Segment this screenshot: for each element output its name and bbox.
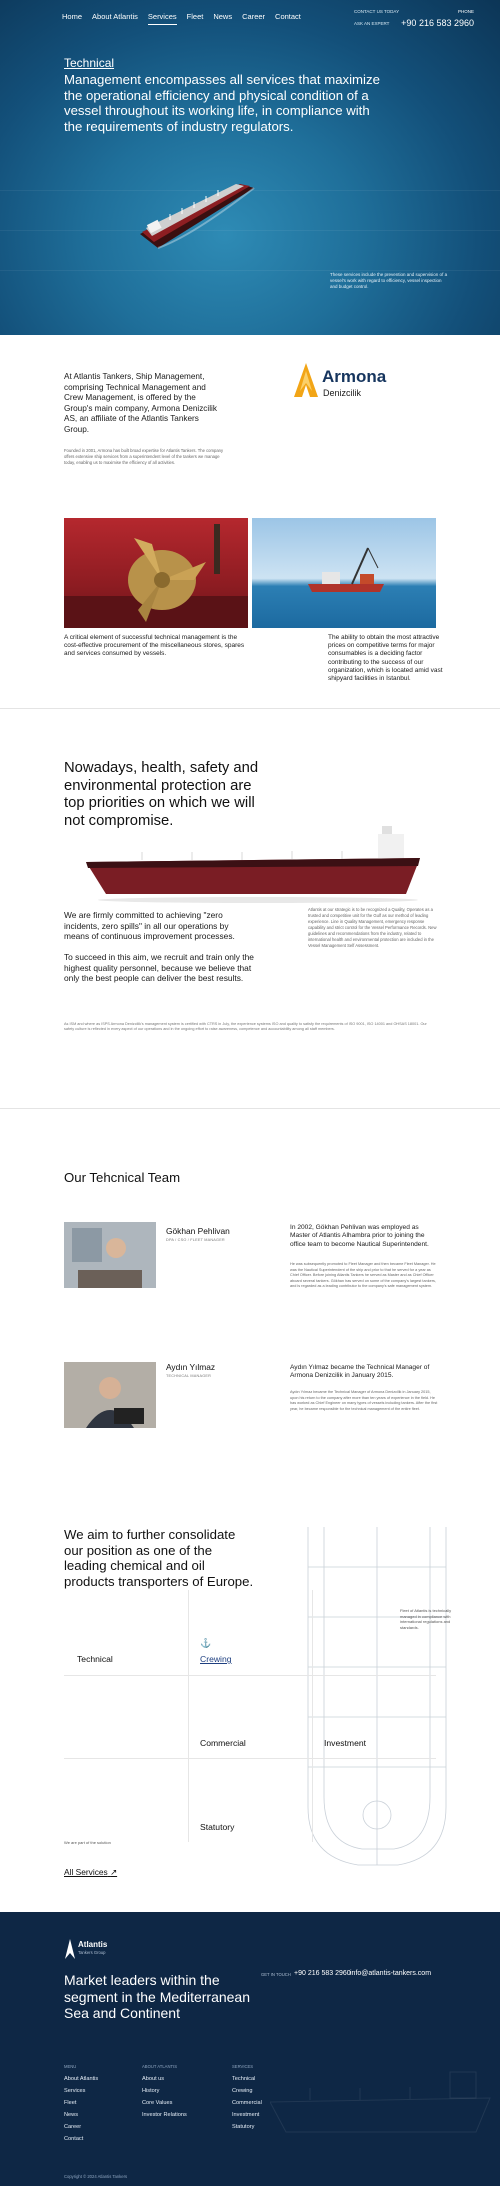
crew-icon: ⚓ (200, 1638, 212, 1648)
all-services-link[interactable] (64, 1867, 117, 1877)
footer-link[interactable]: Technical (232, 2076, 256, 2082)
safety-commitment: We are firmly committed to achieving "zero incidents, zero spills" in all our operations by means of continuous improvement processes. (64, 910, 235, 941)
footer-link[interactable]: Fleet (64, 2100, 77, 2106)
footer-contact-label: GET IN TOUCH (261, 1972, 291, 1977)
footer-link[interactable]: History (142, 2088, 160, 2094)
footer-link[interactable]: Career (64, 2124, 82, 2130)
member-role: DPA / CSO / FLEET MANAGER (166, 1238, 225, 1242)
atlantis-logo-icon (64, 1938, 76, 1960)
footer-col-head: SERVICES (232, 2064, 254, 2069)
footer-link[interactable]: Crewing (232, 2088, 253, 2094)
footer-link[interactable]: Statutory (232, 2124, 255, 2130)
propeller-photo (64, 518, 248, 628)
hero-kicker: Technical (64, 56, 115, 70)
footer-link[interactable]: About Atlantis (64, 2076, 99, 2082)
member-role: TECHNICAL MANAGER (166, 1374, 212, 1378)
service-crewing[interactable]: Crewing (200, 1654, 232, 1664)
ask-expert-link[interactable]: ASK AN EXPERT (354, 21, 390, 26)
service-statutory[interactable]: Statutory (200, 1822, 235, 1832)
hero-caption: These services include the prevention and supervision of a vessel's work with regard to efficiency, vessel inspection and budget control. (330, 272, 448, 289)
footer-logo-name: Atlantis (78, 1940, 108, 1949)
arrow-up-right-icon: ↗ (110, 1867, 118, 1877)
nav-about[interactable]: About Atlantis (92, 12, 138, 21)
member-name: Gökhan Pehlivan (166, 1226, 230, 1236)
grid-line (64, 1675, 436, 1676)
offshore-vessel-illustration (252, 518, 436, 628)
safety-heading: Nowadays, health, safety and environmental protection are top priorities on which we will not compromise. (64, 760, 259, 829)
safety-detail: Atlantis at our strategic is to be recognized a Quality, Operates as a trusted and competitive unit for the Gulf as our method of leading experience. Line in Quality Management, emergency response capability and strict control for the Vessel Performance Records. New guidelines and recommendations from the industry, related to international health and environmental protection are included in the Vessel Management Self Assessment. (308, 907, 437, 948)
footer-link[interactable]: Investor Relations (142, 2112, 187, 2118)
grid-line (64, 1758, 436, 1759)
hero-title-text: Management encompasses all services that maximize the operational efficiency and physical condition of a vessel throughout its working life, in compliance with the requirements of industry regulators. (64, 72, 380, 134)
grid-line (188, 1590, 189, 1842)
blueprint-note: Fleet of Atlantis is technically managed in compliance with international regulations and standards. (400, 1608, 452, 1630)
nav-career[interactable]: Career (242, 12, 266, 21)
hero-heading (64, 56, 384, 134)
footer (0, 1912, 500, 2186)
footer-phone[interactable]: +90 216 583 2960 (294, 1970, 351, 1977)
hero-section (0, 0, 500, 335)
services-tagline: We are part of the solution (64, 1840, 111, 1845)
armona-logo (292, 357, 402, 403)
service-technical[interactable]: Technical (77, 1654, 113, 1664)
pricing-caption: The ability to obtain the most attractive prices on competitive terms for major consumables is a deciding factor contributing to the success of our organization, which is located amid vast shipyard facilities in Istanbul. (328, 634, 443, 683)
safety-recruitment: To succeed in this aim, we recruit and train only the highest quality personnel, because we believe that only the best people can deliver the best results. (64, 952, 254, 983)
member-bio: He was subsequently promoted to Fleet Manager and then became Fleet Manager. He was the Nautical Superintendent of the ship and prior to that he served for a year as Chief Officer. Before joining Atlantis Tankers he served as Master and as Chief Officer aboard several tankers. Gökhan has served on some of the company's largest tankers, and is regarded as a leading contributor to the company's safe management system. (290, 1262, 436, 1289)
offshore-vessel-photo (252, 518, 436, 628)
contact-email-link[interactable]: CONTACT US TODAY (354, 9, 400, 14)
nav-contact[interactable]: Contact (275, 12, 301, 21)
intro-small: Founded in 2001, Armona has built broad expertise for Atlantis Tankers. The company offers extensive ship services from a superintendent level of the tankers we manage today, enabling us to maximise the efficiency of all activities. (64, 448, 224, 465)
phone-label: PHONE (457, 9, 474, 14)
ship-blueprint-illustration (278, 1527, 488, 1867)
procurement-caption: A critical element of successful technical management is the cost-effective procurement of the miscellaneous stores, spares and services consumed by vessels. (64, 634, 245, 658)
service-commercial[interactable]: Commercial (200, 1738, 246, 1748)
footer-logo[interactable] (64, 1938, 134, 1962)
footer-link[interactable]: About us (142, 2076, 165, 2082)
footer-email[interactable]: info@atlantis-tankers.com (350, 1970, 432, 1977)
armona-name: Armona (322, 367, 387, 386)
services-heading: We aim to further consolidate our position as one of the leading chemical and oil products transporters of Europe. (64, 1527, 254, 1589)
member-name: Aydın Yılmaz (166, 1362, 216, 1372)
intro-lead: At Atlantis Tankers, Ship Management, comprising Technical Management and Crew Management, is offered by the Group's main company, Armona Denizcilik AS, an affiliate of the Atlantis Tankers Group. (64, 372, 217, 434)
footer-link[interactable]: Commercial (232, 2100, 262, 2106)
safety-certification-note: As ISM and where as ISPS Armona Denizcilik's management system is certified with CTRS in July, the experience systems ISO and quality to satisfy the requirements of ISO 9001, ISO 14001 and OHSAS 18001. Our safety culture is reflected in every aspect of our operations and in the ongoing effort to raise awareness, competence and accountability among all staff members. (64, 1022, 427, 1032)
copyright: Copyright © 2024 Atlantis Tankers (64, 2174, 128, 2179)
footer-link[interactable]: Contact (64, 2136, 84, 2142)
main-nav (62, 12, 301, 25)
armona-flame-icon (292, 361, 320, 399)
person-avatar-icon (64, 1222, 156, 1288)
sea-wave (0, 270, 500, 271)
footer-col-head: ABOUT ATLANTIS (142, 2064, 177, 2069)
grid-line (312, 1590, 313, 1842)
team-heading: Our Tehcnical Team (64, 1170, 181, 1185)
nav-home[interactable]: Home (62, 12, 83, 21)
armona-sub: Denizcilik (323, 388, 362, 398)
phone-number[interactable]: +90 216 583 2960 (401, 18, 474, 28)
nav-fleet[interactable]: Fleet (186, 12, 204, 21)
section-divider (0, 708, 500, 709)
propeller-illustration (64, 518, 248, 628)
member-photo (64, 1222, 156, 1288)
footer-link[interactable]: News (64, 2112, 78, 2118)
footer-link[interactable]: Services (64, 2088, 86, 2094)
footer-col-head: MENU (64, 2064, 77, 2069)
member-photo (64, 1362, 156, 1428)
footer-link[interactable]: Investment (232, 2112, 260, 2118)
tanker-ship-illustration (132, 176, 262, 258)
tanker-side-illustration (82, 822, 428, 904)
section-divider (0, 1108, 500, 1109)
person-avatar-icon (64, 1362, 156, 1428)
footer-logo-sub: Tankers Group (78, 1950, 106, 1955)
member-lead: Aydın Yılmaz became the Technical Manager of Armona Denizcilik in January 2015. (290, 1364, 430, 1380)
nav-news[interactable]: News (213, 12, 233, 21)
nav-services[interactable]: Services (148, 12, 177, 25)
footer-link[interactable]: Core Values (142, 2100, 173, 2106)
all-services-label: All Services (64, 1867, 108, 1877)
member-bio: Aydın Yılmaz became the Technical Manager of Armona Denizcilik in January 2015, upon his return to the company after more than ten years of experience in the field. He has worked as Chief Engineer on many types of vessels including tankers. After the first year, he became responsible for the technical management of the entire fleet. (290, 1390, 438, 1411)
member-lead: In 2002, Gökhan Pehlivan was employed as Master of Atlantis Alhambra prior to joining the office team to become Nautical Superintendent. (290, 1224, 429, 1248)
footer-heading: Market leaders within the segment in the Mediterranean Sea and Continent (64, 1972, 250, 2021)
service-investment[interactable]: Investment (324, 1738, 367, 1748)
footer-ship-blueprint (270, 2002, 500, 2152)
